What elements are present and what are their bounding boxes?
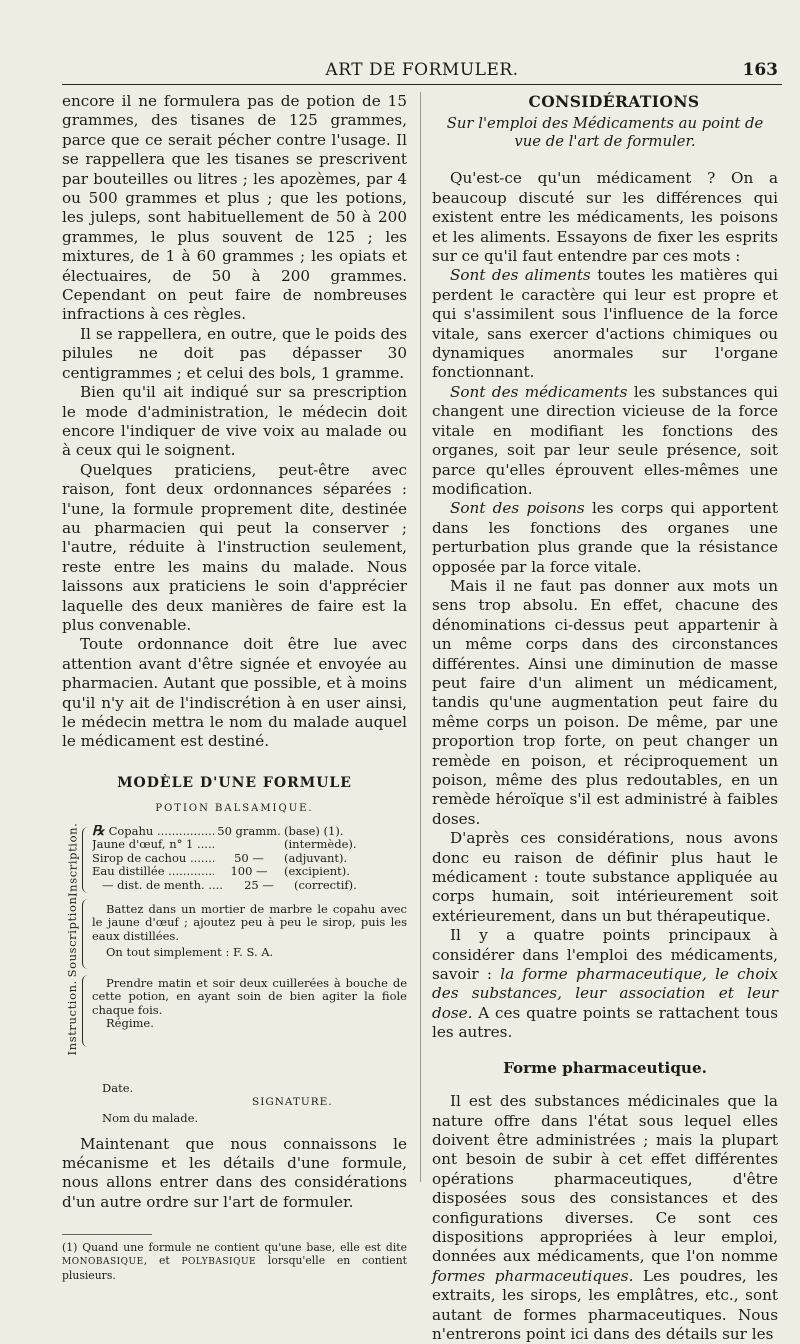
footnote: (1) Quand une formule ne contient qu'une base, elle est dite MONOBASIQUE, et POLYBASIQUE lorsqu'elle en contient plusieurs. (62, 1241, 407, 1283)
running-title: ART DE FORMULER. (325, 60, 519, 80)
signature-block (62, 1079, 407, 1131)
ingredient-row (92, 879, 407, 893)
term-poisons: Sont des poisons (450, 499, 585, 518)
paragraph: Toute ordonnance doit être lue avec attention avant d'être signée et envoyée au pharmacien. Autant que possible, et à moins qu'il n'y ait de l'indiscrétion à en user ainsi, le médecin mettra le nom du malade auquel le médicament est destiné. (62, 635, 407, 751)
ingredient-name: Sirop de cachou ..... (92, 852, 214, 866)
instruction-label: Instruction. (65, 979, 80, 1056)
ingredient-name: — dist. de menth. ..... (92, 879, 224, 893)
paragraph: encore il ne formulera pas de potion de 15 grammes, des tisanes de 125 grammes, parce que ce serait pécher contre l'usage. Il se rappellera que les tisanes se prescrivent par bouteilles ou litres ; les apozèmes, par 4 ou 500 grammes et plus ; que les potions, les juleps, sont habituellement de 50 à 200 grammes, le plus souvent de 125 ; les mixtures, de 1 à 60 grammes ; les opiats et électuaires, de 50 à 200 grammes. Cependant on peut faire de nombreuses infractions à ces règles. (62, 92, 407, 324)
ingredient-row (92, 825, 407, 839)
ingredient-quantity: 50 gramm. (214, 825, 284, 839)
souscription-end: On tout simplement : F. S. A. (106, 945, 274, 960)
formula-block (62, 822, 407, 1061)
signature-label: SIGNATURE. (252, 1095, 333, 1108)
instruction-text: Prendre matin et soir deux cuillerées à bouche de cette potion, en ayant soin de bien agiter la fiole chaque fois. (92, 975, 407, 1017)
souscription (92, 897, 407, 975)
paragraph: Il se rappellera, en outre, que le poids des pilules ne doit pas dépasser 30 centigrammes ; et celui des bols, 1 gramme. (62, 324, 407, 382)
subsection-title: Forme pharmaceutique. (503, 1058, 707, 1077)
page-number: 163 (742, 60, 778, 80)
paragraph: Sont des poisons les corps qui apportent dans les fonctions des organes une perturbation plus grande que la résistance opposée par la force vitale. (432, 499, 778, 576)
ingredient-name: Copahu (108, 824, 154, 838)
ingredient-role: (correctif). (294, 878, 357, 892)
date-label: Date. (102, 1080, 134, 1095)
paragraph: Sont des médicaments les substances qui changent une direction vicieuse de la force vitale en modifiant les fonctions des organes, soit par leur seule présence, soit parce qu'elles éprouvent elles-mêmes une modification. (432, 382, 778, 498)
paragraph: D'après ces considérations, nous avons donc eu raison de définir plus haut le médicament : toute substance appliquée au corps humain, soit intérieurement soit extérieurement, dans un but thérapeutique. (432, 829, 778, 925)
ingredient-role: (base) (1). (284, 823, 344, 838)
souscription-text: Battez dans un mortier de marbre le copahu avec le jaune d'œuf ; ajoutez peu à peu le sirop, puis les eaux distillées. (92, 901, 407, 943)
regime-text: Régime. (106, 1016, 154, 1031)
ingredient-quantity (214, 838, 284, 852)
paragraph: Quelques praticiens, peut-être avec raison, font deux ordonnances séparées : l'une, la formule proprement dite, destinée au pharmacien qui peut la conserver ; l'autre, réduite à l'instruction seulement, reste entre les mains du malade. Nous laissons aux praticiens le soin d'apprécier laquelle des deux manières de faire est la plus convenable. (62, 460, 407, 634)
ingredient-quantity: 100 — (214, 865, 284, 879)
section-subtitle: Sur l'emploi des Médicaments au point de vue de l'art de formuler. (446, 115, 764, 151)
formula-part-labels (62, 822, 84, 1061)
page-header (62, 58, 782, 85)
paragraph: Il y a quatre points principaux à considérer dans l'emploi des médicaments, savoir : la forme pharmaceutique, le choix des substances, leur association et leur dose. A ces quatre points se rattachent tous les autres. (432, 926, 778, 1042)
column-divider (420, 92, 421, 1182)
paragraph: Maintenant que nous connaissons le mécanisme et les détails d'une formule, nous allons entrer dans des considérations d'un autre ordre sur l'art de formuler. (62, 1134, 407, 1211)
instruction (92, 975, 407, 1061)
right-column (432, 92, 778, 1344)
ingredient-row (92, 865, 407, 879)
ingredient-row (92, 838, 407, 852)
potion-title: POTION BALSAMIQUE. (155, 803, 314, 815)
paragraph: Bien qu'il ait indiqué sur sa prescription le mode d'administration, le médecin doit encore l'indiquer de vive voix au malade ou à ceux qui le soignent. (62, 383, 407, 460)
ingredient-role: (excipient). (284, 864, 350, 879)
ingredient-row (92, 852, 407, 866)
souscription-label: Souscription. (65, 892, 80, 978)
ingredient-name: Jaune d'œuf, n° 1 ..... (92, 838, 214, 852)
ingredient-role: (intermède). (284, 837, 357, 852)
inscription-brace (82, 827, 89, 893)
ingredient-quantity: 25 — (224, 879, 294, 893)
ingredient-quantity: 50 — (214, 852, 284, 866)
left-column (62, 92, 407, 1282)
term-medicaments: Sont des médicaments (450, 382, 628, 401)
model-title: MODÈLE D'UNE FORMULE (117, 774, 352, 791)
inscription (92, 825, 407, 897)
paragraph: Mais il ne faut pas donner aux mots un sens trop absolu. En effet, chacune des dénominations ci-dessus peut appartenir à un même corps dans des circonstances différentes. Ainsi une diminution de masse peut faire d'un aliment un médicament, tandis qu'une augmentation peut faire du même corps un poison. De même, par une proportion trop forte, on peut changer un remède en poison, et réciproquement un poison, même des plus redoutables, en un remède héroïque s'il est administré à faibles doses. (432, 576, 778, 828)
section-title: CONSIDÉRATIONS (528, 92, 700, 111)
instruction-brace (82, 975, 89, 1047)
term-aliments: Sont des aliments (450, 266, 591, 285)
patient-name-label: Nom du malade. (102, 1110, 199, 1125)
ingredient-name: Eau distillée ..... (92, 865, 214, 879)
inscription-label: Inscription. (65, 822, 80, 897)
souscription-brace (82, 899, 89, 969)
recipe-symbol: ℞ (92, 824, 105, 839)
footnote-divider (62, 1234, 152, 1235)
paragraph: Il est des substances médicinales que la nature offre dans l'état sous lequel elles doivent être administrées ; mais la plupart ont besoin de subir à cet effet différentes opérations pharmaceutiques, d'être disposées sous des consistances et des configurations diverses. Ce sont ces dispositions appropriées à leur emploi, données aux médicaments, que l'on nomme formes pharmaceutiques. Les poudres, les extraits, les sirops, les emplâtres, etc., sont autant de formes pharmaceutiques. Nous n'entrerons point ici dans des détails sur les (432, 1092, 778, 1343)
paragraph: Qu'est-ce qu'un médicament ? On a beaucoup discuté sur les différences qui existent entre les médicaments, les poisons et les aliments. Essayons de fixer les esprits sur ce qu'il faut entendre par ces mots : (432, 169, 778, 266)
ingredient-role: (adjuvant). (284, 850, 348, 865)
paragraph: Sont des aliments toutes les matières qui perdent le caractère qui leur est propre et qui s'assimilent sous l'influence de la force vitale, sans exercer d'actions chimiques ou dynamiques anormales sur l'organe fonctionnant. (432, 266, 778, 382)
